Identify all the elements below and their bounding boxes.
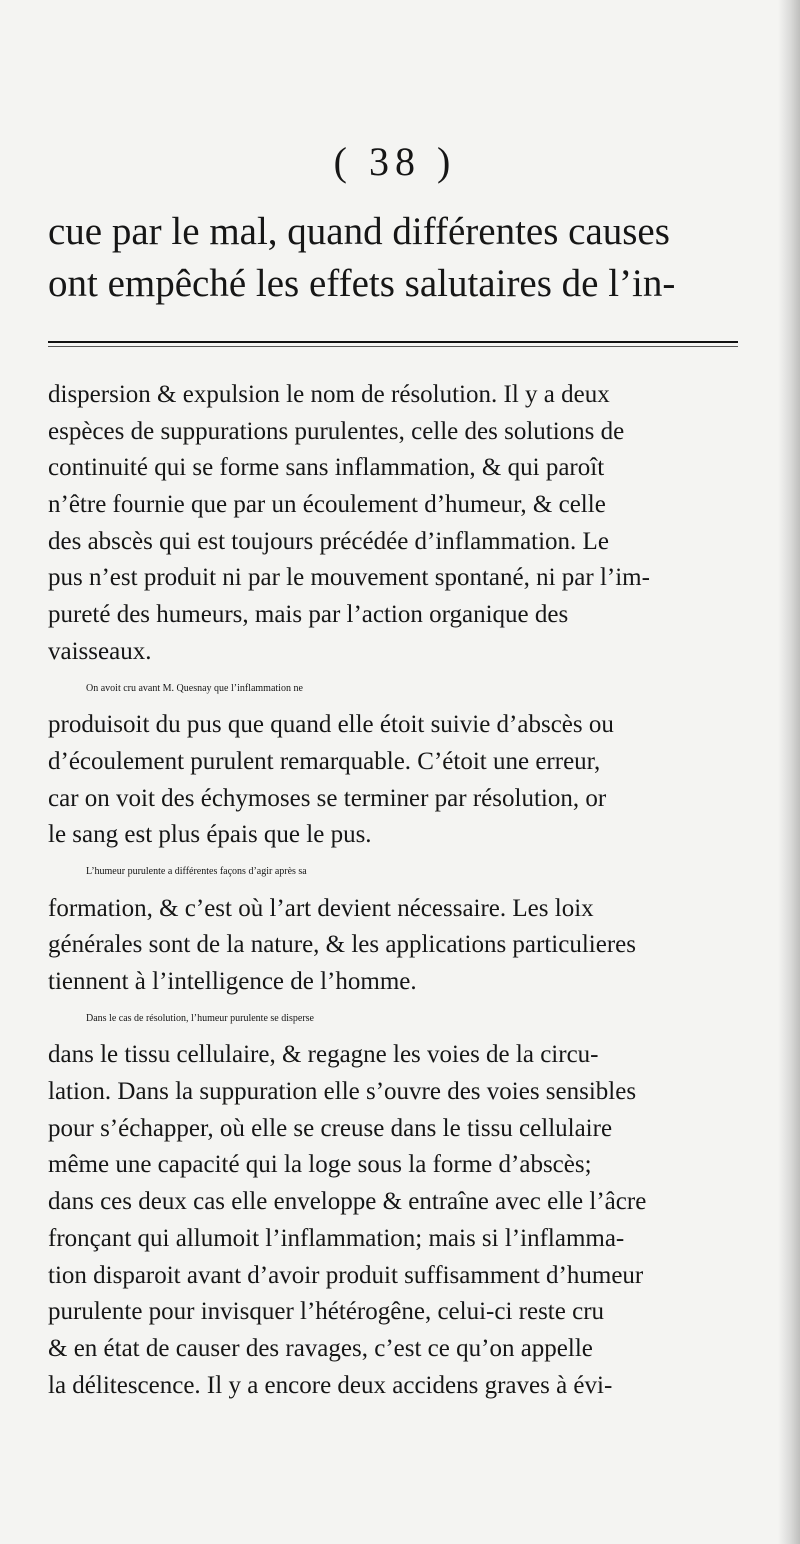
text-line: espèces de suppurations purulentes, celle des solutions de	[48, 417, 625, 445]
text-line: le sang est plus épais que le pus.	[48, 821, 372, 849]
text-line: n’être fournie que par un écoulement d’humeur, & celle	[48, 491, 606, 519]
text-line: vaisseaux.	[48, 637, 152, 665]
text-line: la délitescence. Il y a encore deux accidens graves à évi-	[48, 1371, 613, 1399]
text-line: lation. Dans la suppuration elle s’ouvre des voies sensibles	[48, 1078, 637, 1106]
text-line: pus n’est produit ni par le mouvement spontané, ni par l’im-	[48, 564, 650, 592]
text-line: fronçant qui allumoit l’inflammation; mais si l’inflamma-	[48, 1224, 625, 1252]
paragraph-start-line: L’humeur purulente a différentes façons d’agir après sa	[86, 865, 307, 877]
paragraph-start-line: Dans le cas de résolution, l’humeur purulente se disperse	[86, 1012, 314, 1024]
text-line: dans ces deux cas elle enveloppe & entraîne avec elle l’âcre	[48, 1188, 647, 1216]
text-line: tiennent à l’intelligence de l’homme.	[48, 968, 417, 995]
text-line: ont empêché les effets salutaires de l’in-	[48, 262, 676, 305]
text-line: cue par le mal, quand différentes causes	[48, 210, 670, 253]
text-line: pureté des humeurs, mais par l’action organique des	[48, 601, 569, 629]
text-line: formation, & c’est où l’art devient nécessaire. Les loix	[48, 894, 594, 922]
top-paragraph	[48, 206, 768, 310]
text-line: & en état de causer des ravages, c’est ce qu’on appelle	[48, 1334, 593, 1362]
text-line: dans le tissu cellulaire, & regagne les voies de la circu-	[48, 1041, 599, 1069]
text-line: car on voit des échymoses se terminer par résolution, or	[48, 784, 607, 812]
text-line: pour s’échapper, où elle se creuse dans le tissu cellulaire	[48, 1114, 613, 1142]
body-text	[48, 377, 770, 1404]
text-line: générales sont de la nature, & les applications particulieres	[48, 931, 636, 959]
text-line: tion disparoit avant d’avoir produit suffisamment d’humeur	[48, 1261, 644, 1289]
text-line: purulente pour invisquer l’hétérogêne, celui-ci reste cru	[48, 1298, 605, 1326]
text-line: produisoit du pus que quand elle étoit suivie d’abscès ou	[48, 711, 614, 739]
text-line: continuité qui se forme sans inflammation, & qui paroît	[48, 454, 605, 482]
text-line: dispersion & expulsion le nom de résolution. Il y a deux	[48, 381, 610, 408]
text-line: d’écoulement purulent remarquable. C’étoit une erreur,	[48, 747, 601, 775]
page-edge-shadow	[778, 0, 800, 1544]
text-line: même une capacité qui la loge sous la forme d’abscès;	[48, 1151, 592, 1179]
paragraph-start-line: On avoit cru avant M. Quesnay que l’inflammation ne	[86, 682, 303, 694]
section-rule	[48, 341, 738, 343]
page-number: ( 38 )	[333, 139, 457, 184]
text-line: des abscès qui est toujours précédée d’inflammation. Le	[48, 527, 609, 555]
